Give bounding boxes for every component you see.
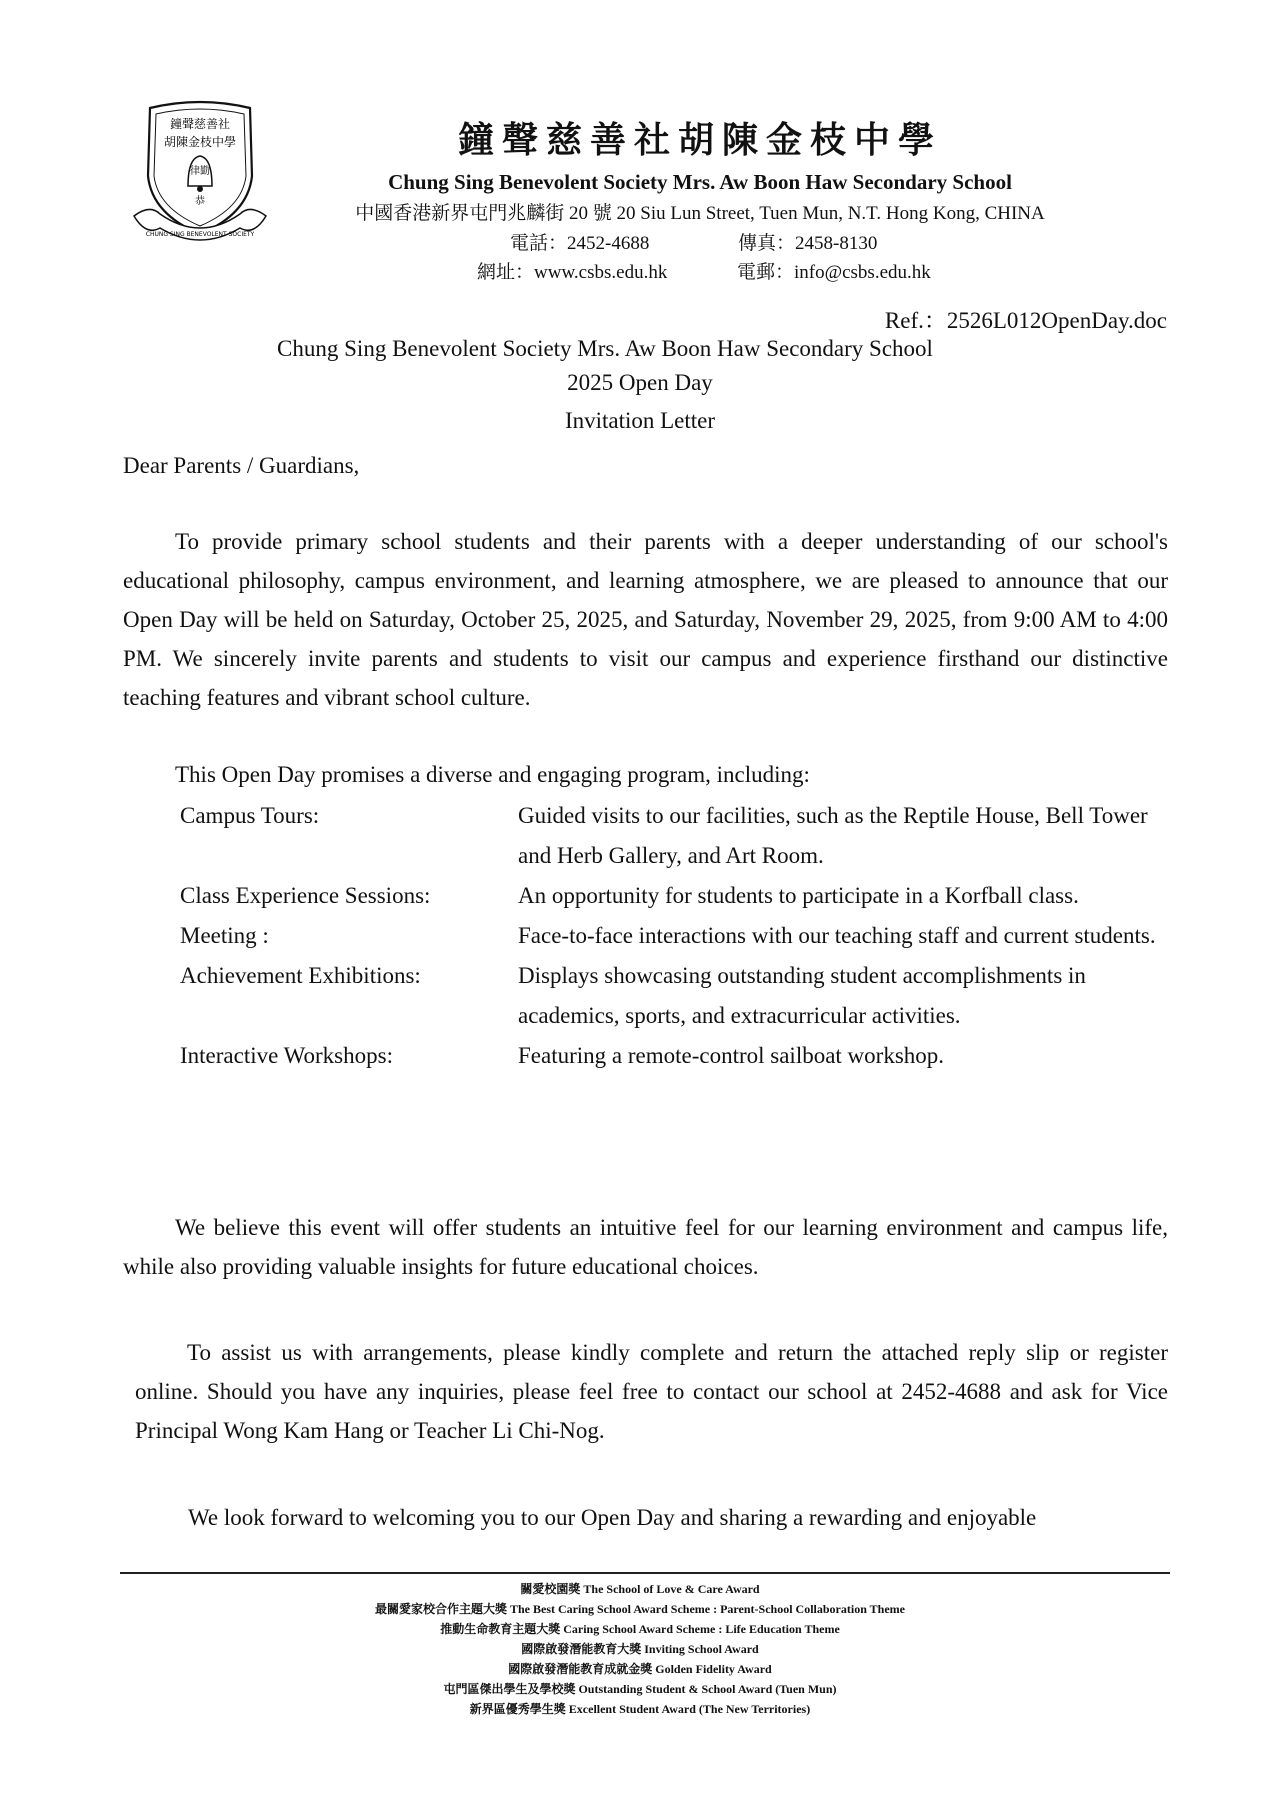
school-address: 中國香港新界屯門兆麟街 20 號 20 Siu Lun Street, Tuen Mun, N.T. Hong Kong, CHINA	[355, 203, 1045, 224]
svg-text:鐘聲慈善社: 鐘聲慈善社	[169, 117, 231, 131]
school-website[interactable]: 網址：www.csbs.edu.hk	[477, 262, 668, 283]
school-name-english: Chung Sing Benevolent Society Mrs. Aw Boon Haw Secondary School	[388, 170, 1012, 194]
award-line: 最關愛家校合作主題大獎 The Best Caring School Award Scheme : Parent-School Collaboration Theme	[375, 1602, 905, 1616]
salutation: Dear Parents / Guardians,	[123, 453, 360, 478]
school-telephone: 電話：2452-4688	[510, 233, 650, 254]
svg-text:CHUNG SING BENEVOLENT SOCIETY: CHUNG SING BENEVOLENT SOCIETY	[145, 231, 255, 238]
school-crest-logo	[130, 96, 270, 246]
svg-text:律勤: 律勤	[190, 166, 210, 177]
letter-title-school: Chung Sing Benevolent Society Mrs. Aw Boon Haw Secondary School	[277, 336, 933, 361]
award-line: 新界區優秀學生獎 Excellent Student Award (The New Territories)	[469, 1702, 811, 1716]
program-intro: This Open Day promises a diverse and engaging program, including:	[175, 762, 810, 787]
program-table	[180, 796, 1168, 1076]
program-row	[180, 916, 1168, 956]
award-line: 國際啟發潛能教育成就金獎 Golden Fidelity Award	[508, 1662, 772, 1676]
program-description: An opportunity for students to participate in a Korfball class.	[518, 883, 1079, 908]
svg-text:胡陳金枝中學: 胡陳金枝中學	[163, 135, 237, 149]
program-label: Campus Tours:	[180, 803, 320, 828]
program-description: Guided visits to our facilities, such as the Reptile House, Bell Tower and Herb Gallery, and Art Room.	[518, 803, 1148, 868]
award-line: 推動生命教育主題大獎 Caring School Award Scheme : Life Education Theme	[440, 1622, 840, 1636]
award-line: 國際啟發潛能教育大獎 Inviting School Award	[521, 1642, 759, 1656]
footer-divider	[120, 1572, 1170, 1574]
paragraph-benefits: We believe this event will offer students an intuitive feel for our learning environment and campus life, while also providing valuable insights for future educational choices.	[123, 1215, 1168, 1279]
program-row	[180, 796, 1168, 876]
program-label: Meeting :	[180, 923, 269, 948]
paragraph-intro: To provide primary school students and their parents with a deeper understanding of our school's educational philosophy, campus environment, and learning atmosphere, we are pleased to announce that our Open Day will be held on Saturday, October 25, 2025, and Saturday, November 29, 2025, from 9:00 AM to 4:00 PM. We sincerely invite parents and students to visit our campus and experience firsthand our distinctive teaching features and vibrant school culture.	[123, 529, 1168, 710]
letter-title-event: 2025 Open Day	[567, 370, 713, 395]
award-line: 關愛校園獎 The School of Love & Care Award	[520, 1582, 760, 1596]
program-row	[180, 876, 1168, 916]
school-fax: 傳真：2458-8130	[738, 233, 878, 254]
program-row	[180, 956, 1168, 1036]
paragraph-closing: We look forward to welcoming you to our Open Day and sharing a rewarding and enjoyable	[188, 1505, 1037, 1530]
program-row	[180, 1036, 1168, 1076]
letter-title-type: Invitation Letter	[564, 408, 716, 433]
program-description: Displays showcasing outstanding student accomplishments in academics, sports, and extracurricular activities.	[518, 963, 1086, 1028]
footer-awards	[0, 1579, 1280, 1719]
school-name-chinese: 鐘聲慈善社胡陳金枝中學	[457, 120, 942, 160]
award-line: 屯門區傑出學生及學校獎 Outstanding Student & School Award (Tuen Mun)	[443, 1682, 837, 1696]
program-description: Face-to-face interactions with our teaching staff and current students.	[518, 923, 1156, 948]
program-description: Featuring a remote-control sailboat workshop.	[518, 1043, 945, 1068]
document-reference: Ref.：2526L012OpenDay.doc	[884, 308, 1167, 333]
program-label: Achievement Exhibitions:	[180, 963, 421, 988]
program-label: Interactive Workshops:	[180, 1043, 393, 1068]
svg-text:恭: 恭	[195, 196, 205, 207]
paragraph-registration: To assist us with arrangements, please kindly complete and return the attached reply slip or register online. Should you have any inquiries, please feel free to contact our school at 2452-4688 and ask for Vice Principal Wong Kam Hang or Teacher Li Chi-Nog.	[135, 1340, 1168, 1443]
school-email[interactable]: 電郵：info@csbs.edu.hk	[737, 262, 931, 283]
program-label: Class Experience Sessions:	[180, 883, 431, 908]
